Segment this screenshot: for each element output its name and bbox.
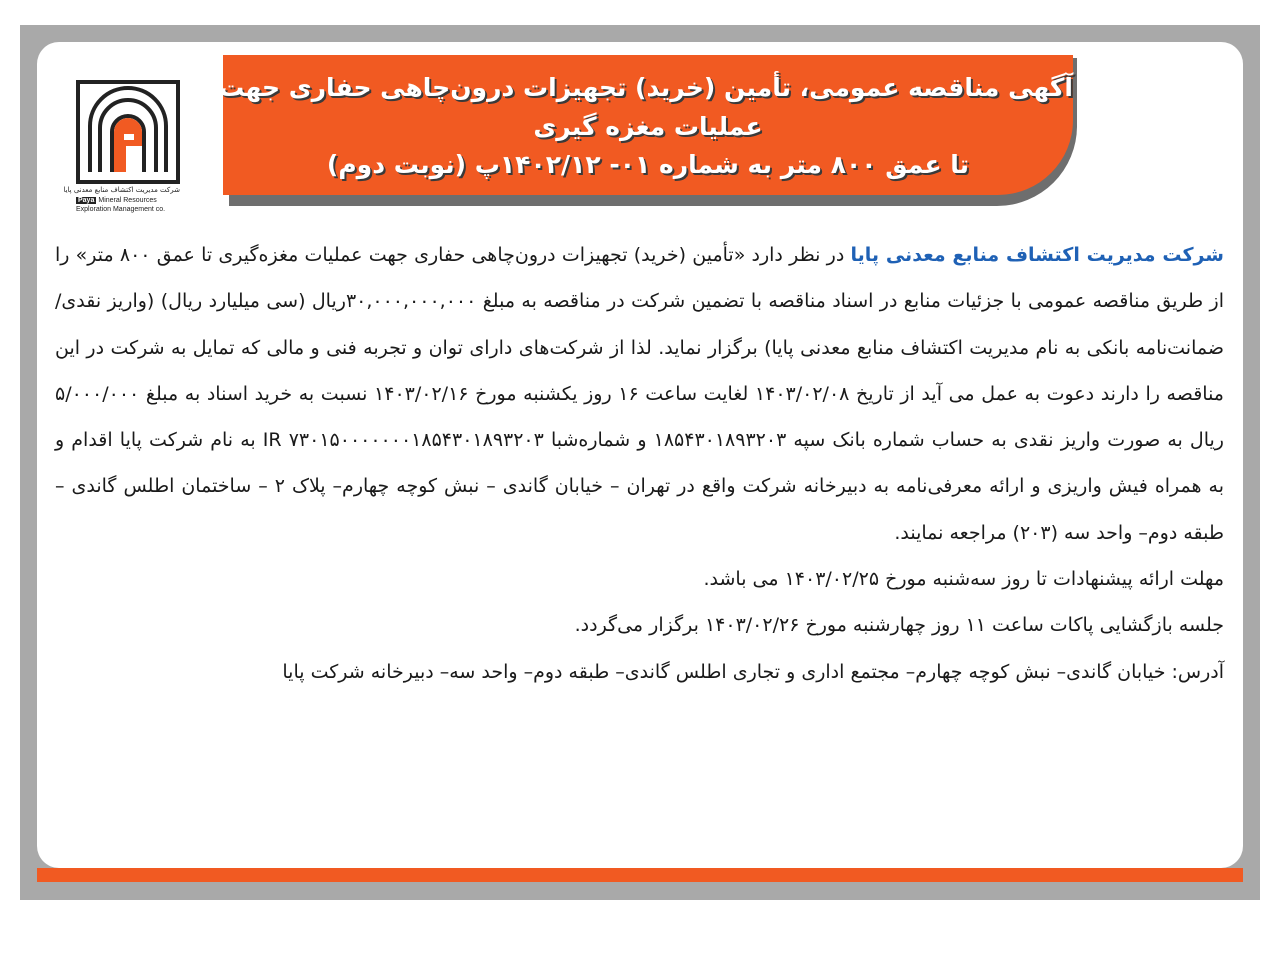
deadline-paragraph: مهلت ارائه پیشنهادات تا روز سه‌شنبه مورخ ۱۴۰۳/۰۲/۲۵ می باشد. [703, 568, 1224, 591]
address-paragraph: آدرس: خیابان گاندی– نبش کوچه چهارم– مجتمع اداری و تجاری اطلس گاندی– طبقه دوم– واحد سه– دبیرخانه شرکت پایا [282, 660, 1224, 683]
title-banner [219, 55, 1073, 195]
logo-caption-fa: شرکت مدیریت اکتشاف منابع معدنی پایا [63, 186, 180, 194]
title-line-3: تا عمق ۸۰۰ متر به شماره ۰۱- ۱۴۰۲/۱۲پ (نوبت دوم) [326, 150, 970, 179]
logo-line-2: Exploration Management co. [76, 206, 166, 213]
opening-paragraph: جلسه بازگشایی پاکات ساعت ۱۱ روز چهارشنبه مورخ ۱۴۰۳/۰۲/۲۶ برگزار می‌گردد. [574, 614, 1224, 637]
notice-body [55, 232, 1224, 695]
company-name: شرکت مدیریت اکتشاف منابع معدنی پایا [850, 244, 1224, 266]
intro-paragraph [55, 232, 1224, 556]
title-line-2: عملیات مغزه گیری [533, 112, 763, 141]
logo-line-1: Mineral Resources [98, 197, 157, 204]
logo-brand: Paya [78, 197, 95, 204]
bottom-accent-bar [37, 868, 1243, 882]
title-line-1: آگهی مناقصه عمومی، تأمین (خرید) تجهیزات درون‌چاهی حفاری جهت [219, 73, 1073, 102]
company-logo-icon [76, 80, 180, 184]
logo-caption-en [76, 196, 180, 214]
intro-text: در نظر دارد «تأمین (خرید) تجهیزات درون‌چاهی حفاری جهت عملیات مغزه‌گیری تا عمق ۸۰۰ متر» را از طریق مناقصه عمومی با جزئیات منابع در اسناد مناقصه با تضمین شرکت در مناقصه به مبلغ ۳۰,۰۰۰,۰۰۰,۰۰۰ریال (سی میلیارد ریال) (واریز نقدی/ ضمانت‌نامه بانکی به نام مدیریت اکتشاف منابع معدنی پایا) برگزار نماید. لذا از شرکت‌های دارای توان و تجربه فنی و مالی که تمایل به شرکت در این مناقصه را دارند دعوت به عمل می آید از تاریخ ۱۴۰۳/۰۲/۰۸ لغایت ساعت ۱۶ روز یکشنبه مورخ ۱۴۰۳/۰۲/۱۶ نسبت به خرید اسناد به مبلغ ۵/۰۰۰/۰۰۰ ریال به صورت واریز نقدی به حساب شماره بانک سپه ۱۸۵۴۳۰۱۸۹۳۲۰۳ و شماره‌شبا IR ۷۳۰۱۵۰۰۰۰۰۰۰۱۸۵۴۳۰۱۸۹۳۲۰۳ به نام شرکت پایا اقدام و به همراه فیش واریزی و ارائه معرفی‌نامه به دبیرخانه شرکت واقع در تهران – خیابان گاندی – نبش کوچه چهارم– پلاک ۲ – ساختمان اطلس گاندی – طبقه دوم– واحد سه (۲۰۳) مراجعه نمایند. [55, 244, 1225, 544]
